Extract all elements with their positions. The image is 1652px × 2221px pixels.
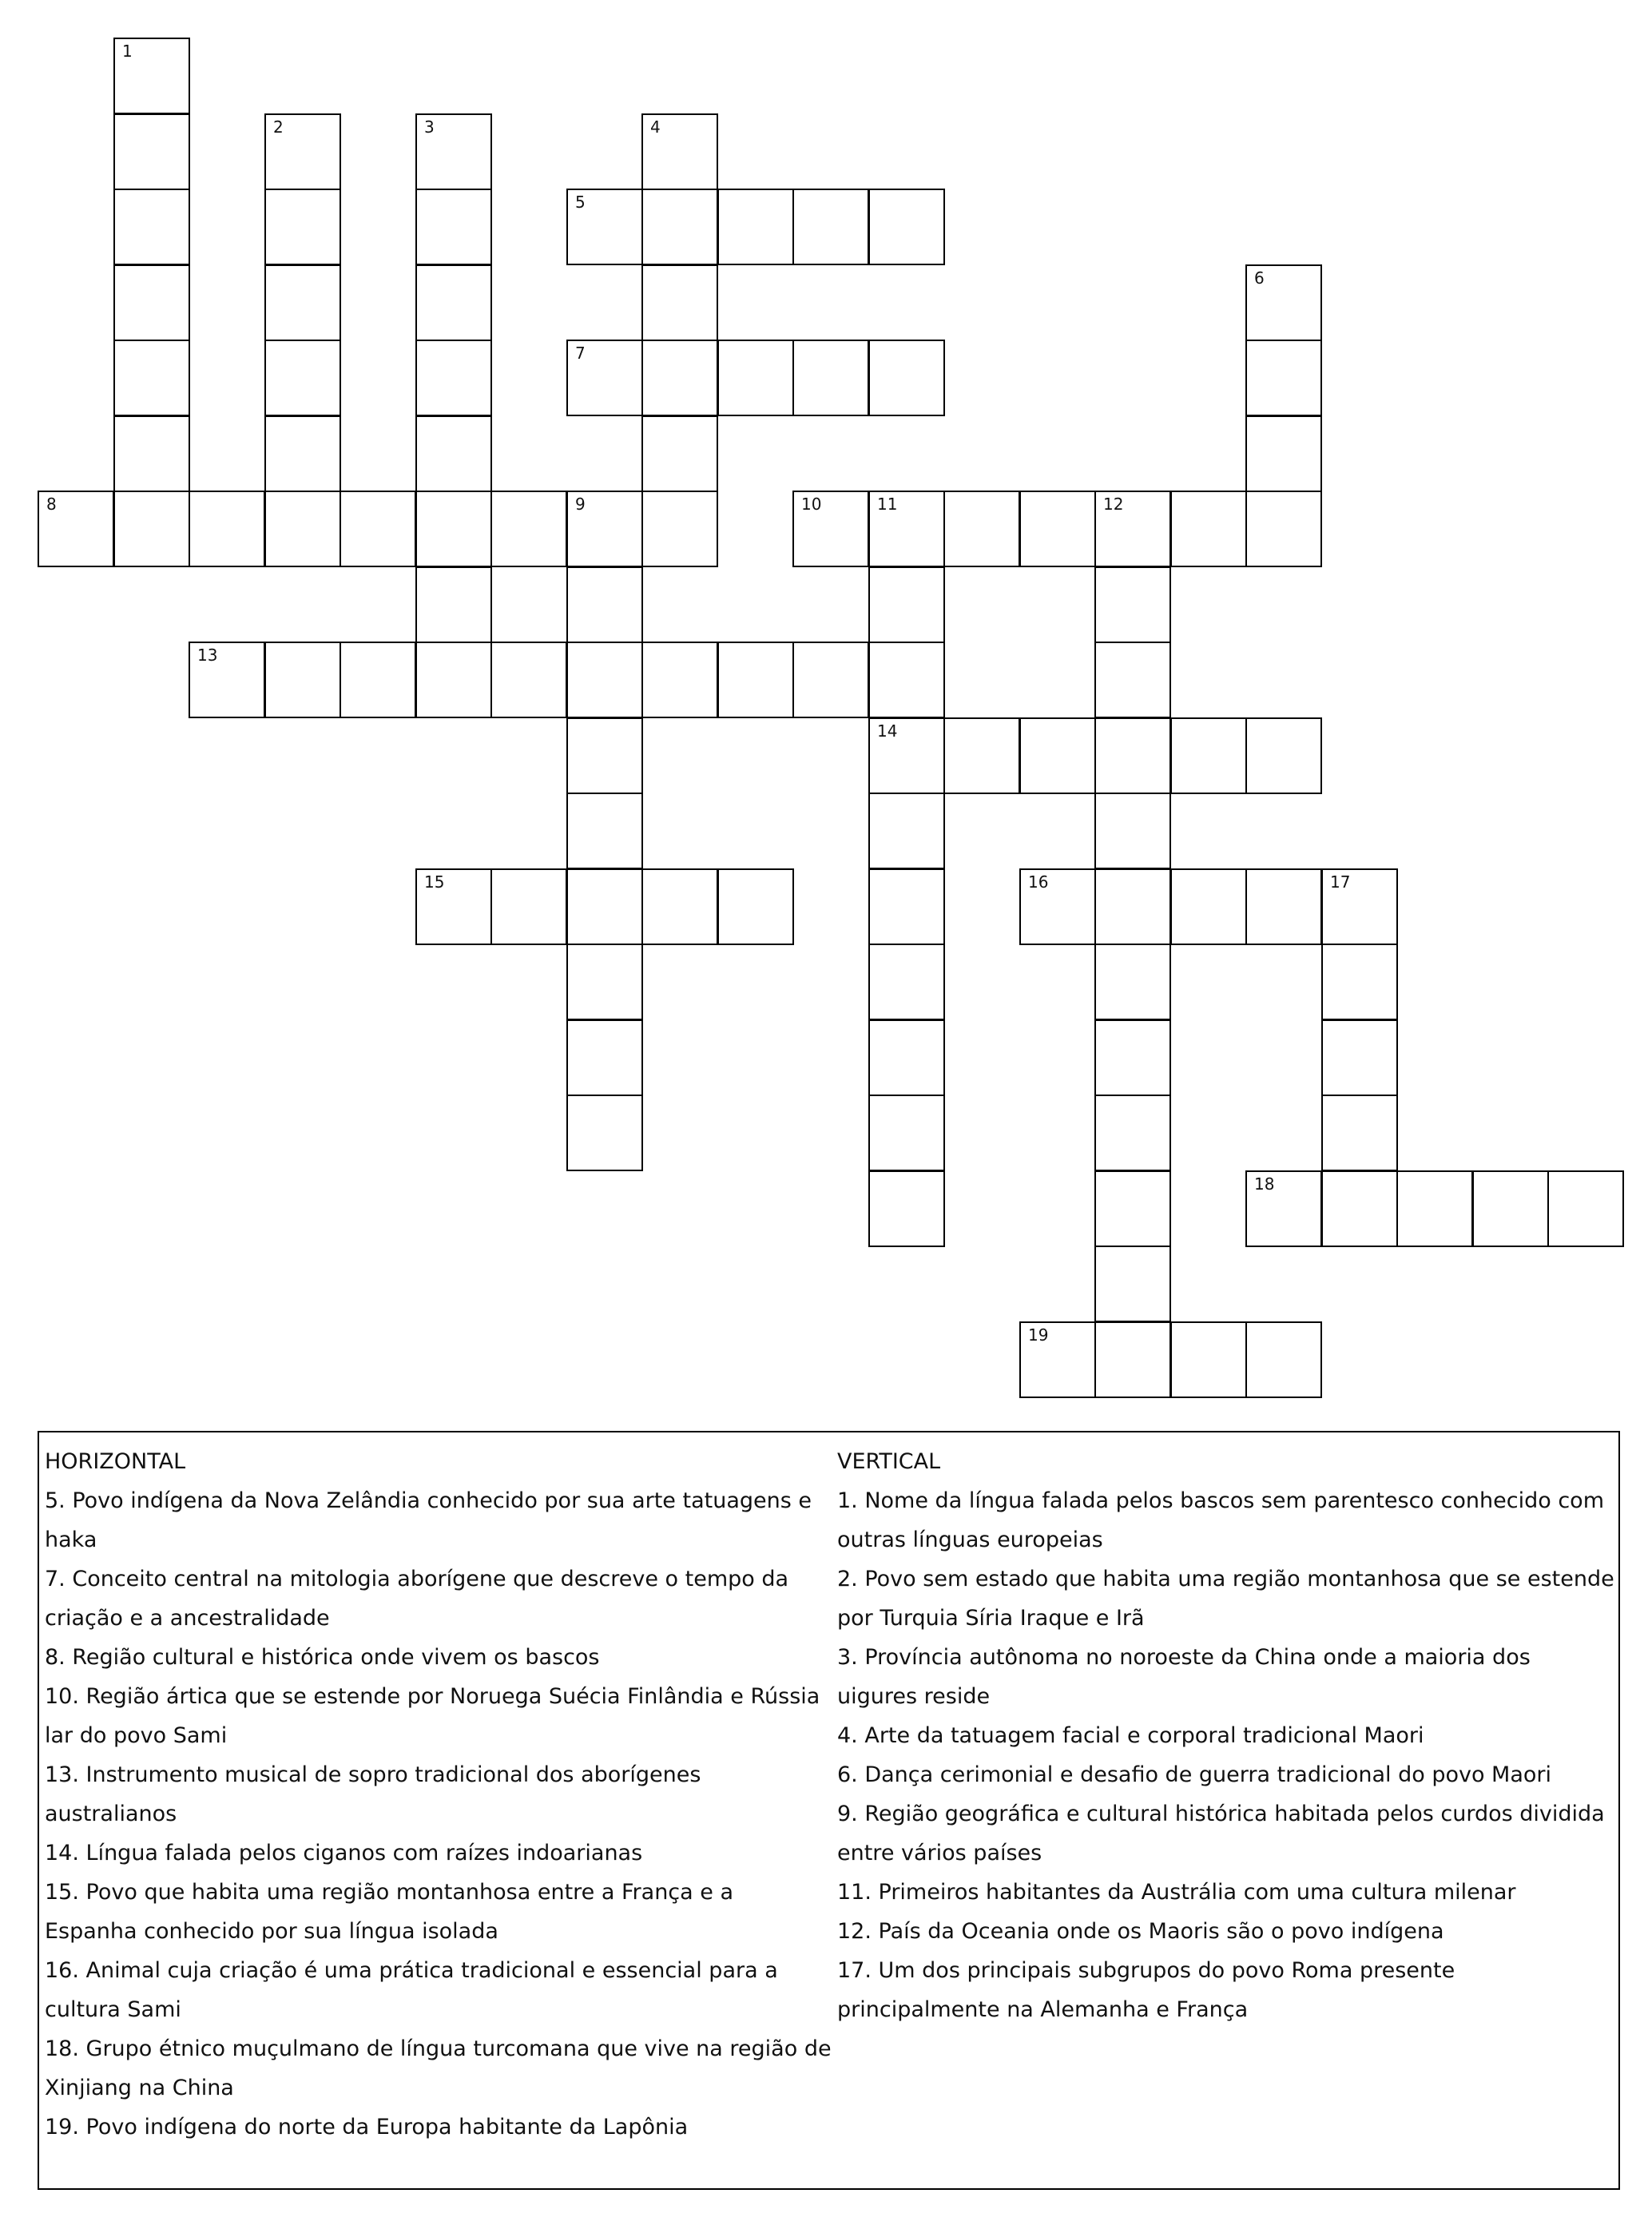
crossword-cell[interactable]: [1170, 868, 1247, 945]
crossword-cell[interactable]: [641, 189, 718, 265]
clue-down-17: 17. Um dos principais subgrupos do povo Roma presente principalmente na Alemanha e França: [837, 1958, 1455, 2022]
crossword-cell[interactable]: [1321, 1095, 1398, 1171]
crossword-cell[interactable]: [415, 415, 492, 492]
crossword-cell[interactable]: [868, 642, 945, 718]
crossword-cell[interactable]: [868, 491, 945, 567]
crossword-cell[interactable]: [641, 491, 718, 567]
crossword-cell[interactable]: [1170, 717, 1247, 794]
crossword-cell[interactable]: [38, 491, 114, 567]
crossword-cell[interactable]: [1094, 642, 1171, 718]
clue-down-4: 4. Arte da tatuagem facial e corporal tradicional Maori: [837, 1723, 1424, 1748]
crossword-cell[interactable]: [415, 189, 492, 265]
crossword-cell[interactable]: [566, 793, 643, 869]
clue-number: 11: [877, 495, 898, 514]
clue-number: 17: [1330, 872, 1351, 892]
crossword-cell[interactable]: [340, 491, 416, 567]
crossword-cell[interactable]: [717, 642, 794, 718]
crossword-cell[interactable]: [717, 868, 794, 945]
crossword-cell[interactable]: [1094, 944, 1171, 1020]
crossword-cell[interactable]: [566, 642, 643, 718]
clue-down-11: 11. Primeiros habitantes da Austrália com uma cultura milenar: [837, 1880, 1516, 1905]
horizontal-title: HORIZONTAL: [45, 1449, 186, 1474]
clue-down-1: 1. Nome da língua falada pelos bascos sem parentesco conhecido com outras línguas europeias: [837, 1488, 1605, 1552]
crossword-cell[interactable]: [566, 1095, 643, 1171]
clue-down-3: 3. Província autônoma no noroeste da China onde a maioria dos uigures reside: [837, 1645, 1531, 1709]
clue-number: 9: [575, 495, 586, 514]
crossword-cell[interactable]: [1396, 1170, 1473, 1247]
crossword-cell[interactable]: [264, 340, 341, 416]
crossword-cell[interactable]: [566, 868, 643, 945]
crossword-cell[interactable]: [1094, 868, 1171, 945]
clue-down-9: 9. Região geográfica e cultural histórica habitada pelos curdos dividida entre vários países: [837, 1802, 1605, 1865]
crossword-cell[interactable]: [641, 642, 718, 718]
crossword-cell[interactable]: [1094, 717, 1171, 794]
crossword-cell[interactable]: [1245, 415, 1322, 492]
crossword-cell[interactable]: [1245, 491, 1322, 567]
crossword-cell[interactable]: [490, 642, 567, 718]
clue-across-13: 13. Instrumento musical de sopro tradicional dos aborígenes australianos: [45, 1762, 701, 1826]
crossword-cell[interactable]: [566, 189, 643, 265]
crossword-cell[interactable]: [868, 566, 945, 643]
clue-number: 3: [424, 117, 435, 137]
clue-number: 18: [1254, 1174, 1275, 1194]
crossword-cell[interactable]: [415, 113, 492, 190]
crossword-cell[interactable]: [113, 264, 190, 341]
crossword-cell[interactable]: [1170, 1321, 1247, 1398]
crossword-cell[interactable]: [113, 38, 190, 114]
crossword-cell[interactable]: [943, 717, 1020, 794]
clue-down-6: 6. Dança cerimonial e desafio de guerra tradicional do povo Maori: [837, 1762, 1552, 1787]
crossword-cell[interactable]: [1019, 868, 1096, 945]
vertical-clues: [837, 1442, 1616, 2029]
crossword-cell[interactable]: [113, 340, 190, 416]
crossword-cell[interactable]: [792, 340, 869, 416]
crossword-cell[interactable]: [868, 1170, 945, 1247]
crossword-cell[interactable]: [1245, 1170, 1322, 1247]
crossword-cell[interactable]: [1245, 340, 1322, 416]
vertical-title: VERTICAL: [837, 1449, 941, 1474]
crossword-cell[interactable]: [264, 491, 341, 567]
clue-across-8: 8. Região cultural e histórica onde vivem os bascos: [45, 1645, 600, 1670]
clue-across-16: 16. Animal cuja criação é uma prática tradicional e essencial para a cultura Sami: [45, 1958, 778, 2022]
crossword-cell[interactable]: [1094, 1170, 1171, 1247]
crossword-cell[interactable]: [1094, 1246, 1171, 1322]
crossword-cell[interactable]: [1321, 944, 1398, 1020]
crossword-cell[interactable]: [868, 944, 945, 1020]
crossword-cell[interactable]: [566, 566, 643, 643]
crossword-cell[interactable]: [415, 566, 492, 643]
crossword-cell[interactable]: [1321, 1170, 1398, 1247]
crossword-cell[interactable]: [566, 340, 643, 416]
crossword-cell[interactable]: [566, 717, 643, 794]
crossword-cell[interactable]: [792, 642, 869, 718]
clue-number: 7: [575, 344, 586, 363]
crossword-cell[interactable]: [641, 113, 718, 190]
crossword-cell[interactable]: [1245, 717, 1322, 794]
clues-box: [38, 1431, 1620, 2190]
clue-across-10: 10. Região ártica que se estende por Noruega Suécia Finlândia e Rússia lar do povo Sami: [45, 1684, 820, 1748]
clue-number: 15: [424, 872, 445, 892]
crossword-cell[interactable]: [792, 491, 869, 567]
crossword-cell[interactable]: [264, 189, 341, 265]
crossword-cell[interactable]: [1245, 868, 1322, 945]
clue-number: 2: [273, 117, 284, 137]
clue-number: 4: [650, 117, 661, 137]
clue-across-15: 15. Povo que habita uma região montanhosa entre a França e a Espanha conhecido por sua língua isolada: [45, 1880, 734, 1944]
crossword-cell[interactable]: [566, 944, 643, 1020]
crossword-cell[interactable]: [1321, 1019, 1398, 1096]
clue-number: 6: [1254, 268, 1265, 288]
clue-number: 8: [46, 495, 57, 514]
clue-across-19: 19. Povo indígena do norte da Europa habitante da Lapônia: [45, 2115, 689, 2140]
crossword-cell[interactable]: [868, 340, 945, 416]
crossword-cell[interactable]: [113, 415, 190, 492]
crossword-cell[interactable]: [868, 793, 945, 869]
crossword-cell[interactable]: [264, 642, 341, 718]
clue-down-12: 12. País da Oceania onde os Maoris são o povo indígena: [837, 1919, 1444, 1944]
crossword-cell[interactable]: [189, 642, 265, 718]
crossword-cell[interactable]: [1170, 491, 1247, 567]
crossword-cell[interactable]: [1094, 1095, 1171, 1171]
crossword-cell[interactable]: [113, 491, 190, 567]
crossword-cell[interactable]: [1019, 491, 1096, 567]
crossword-cell[interactable]: [566, 1019, 643, 1096]
crossword-cell[interactable]: [641, 340, 718, 416]
crossword-cell[interactable]: [490, 868, 567, 945]
clue-number: 19: [1028, 1325, 1049, 1345]
crossword-cell[interactable]: [717, 189, 794, 265]
crossword-cell[interactable]: [1245, 1321, 1322, 1398]
clue-number: 5: [575, 193, 586, 212]
crossword-cell[interactable]: [792, 189, 869, 265]
horizontal-clues: [45, 1442, 832, 2147]
clue-number: 12: [1103, 495, 1124, 514]
clue-number: 16: [1028, 872, 1049, 892]
crossword-cell[interactable]: [868, 717, 945, 794]
crossword-cell[interactable]: [1094, 1019, 1171, 1096]
clue-number: 10: [801, 495, 822, 514]
crossword-cell[interactable]: [264, 264, 341, 341]
crossword-cell[interactable]: [1094, 491, 1171, 567]
crossword-cell[interactable]: [868, 868, 945, 945]
crossword-cell[interactable]: [1547, 1170, 1624, 1247]
clue-number: 13: [197, 646, 218, 665]
crossword-cell[interactable]: [340, 642, 416, 718]
clue-across-18: 18. Grupo étnico muçulmano de língua turcomana que vive na região de Xinjiang na China: [45, 2036, 832, 2100]
crossword-cell[interactable]: [868, 1019, 945, 1096]
crossword-cell[interactable]: [641, 415, 718, 492]
crossword-cell[interactable]: [943, 491, 1020, 567]
crossword-cell[interactable]: [415, 340, 492, 416]
crossword-cell[interactable]: [1019, 1321, 1096, 1398]
crossword-cell[interactable]: [113, 189, 190, 265]
clue-across-7: 7. Conceito central na mitologia aborígene que descreve o tempo da criação e a ancestralidade: [45, 1567, 789, 1631]
crossword-cell[interactable]: [415, 491, 492, 567]
crossword-cell[interactable]: [868, 1095, 945, 1171]
clue-down-2: 2. Povo sem estado que habita uma região montanhosa que se estende por Turquia Síria Iraque e Irã: [837, 1567, 1614, 1631]
crossword-cell[interactable]: [1094, 1321, 1171, 1398]
crossword-cell[interactable]: [1472, 1170, 1549, 1247]
crossword-cell[interactable]: [717, 340, 794, 416]
crossword-cell[interactable]: [415, 868, 492, 945]
crossword-cell[interactable]: [641, 868, 718, 945]
crossword-cell[interactable]: [490, 491, 567, 567]
crossword-cell[interactable]: [1094, 566, 1171, 643]
crossword-cell[interactable]: [264, 113, 341, 190]
crossword-cell[interactable]: [189, 491, 265, 567]
crossword-cell[interactable]: [415, 264, 492, 341]
crossword-cell[interactable]: [1321, 868, 1398, 945]
crossword-cell[interactable]: [415, 642, 492, 718]
crossword-cell[interactable]: [1019, 717, 1096, 794]
clue-across-14: 14. Língua falada pelos ciganos com raízes indoarianas: [45, 1841, 643, 1865]
crossword-cell[interactable]: [566, 491, 643, 567]
crossword-cell[interactable]: [868, 189, 945, 265]
clue-number: 1: [122, 42, 133, 61]
crossword-cell[interactable]: [1094, 793, 1171, 869]
clue-across-5: 5. Povo indígena da Nova Zelândia conhecido por sua arte tatuagens e haka: [45, 1488, 812, 1552]
crossword-cell[interactable]: [1245, 264, 1322, 341]
crossword-cell[interactable]: [264, 415, 341, 492]
crossword-cell[interactable]: [641, 264, 718, 341]
clue-number: 14: [877, 721, 898, 741]
crossword-cell[interactable]: [113, 113, 190, 190]
